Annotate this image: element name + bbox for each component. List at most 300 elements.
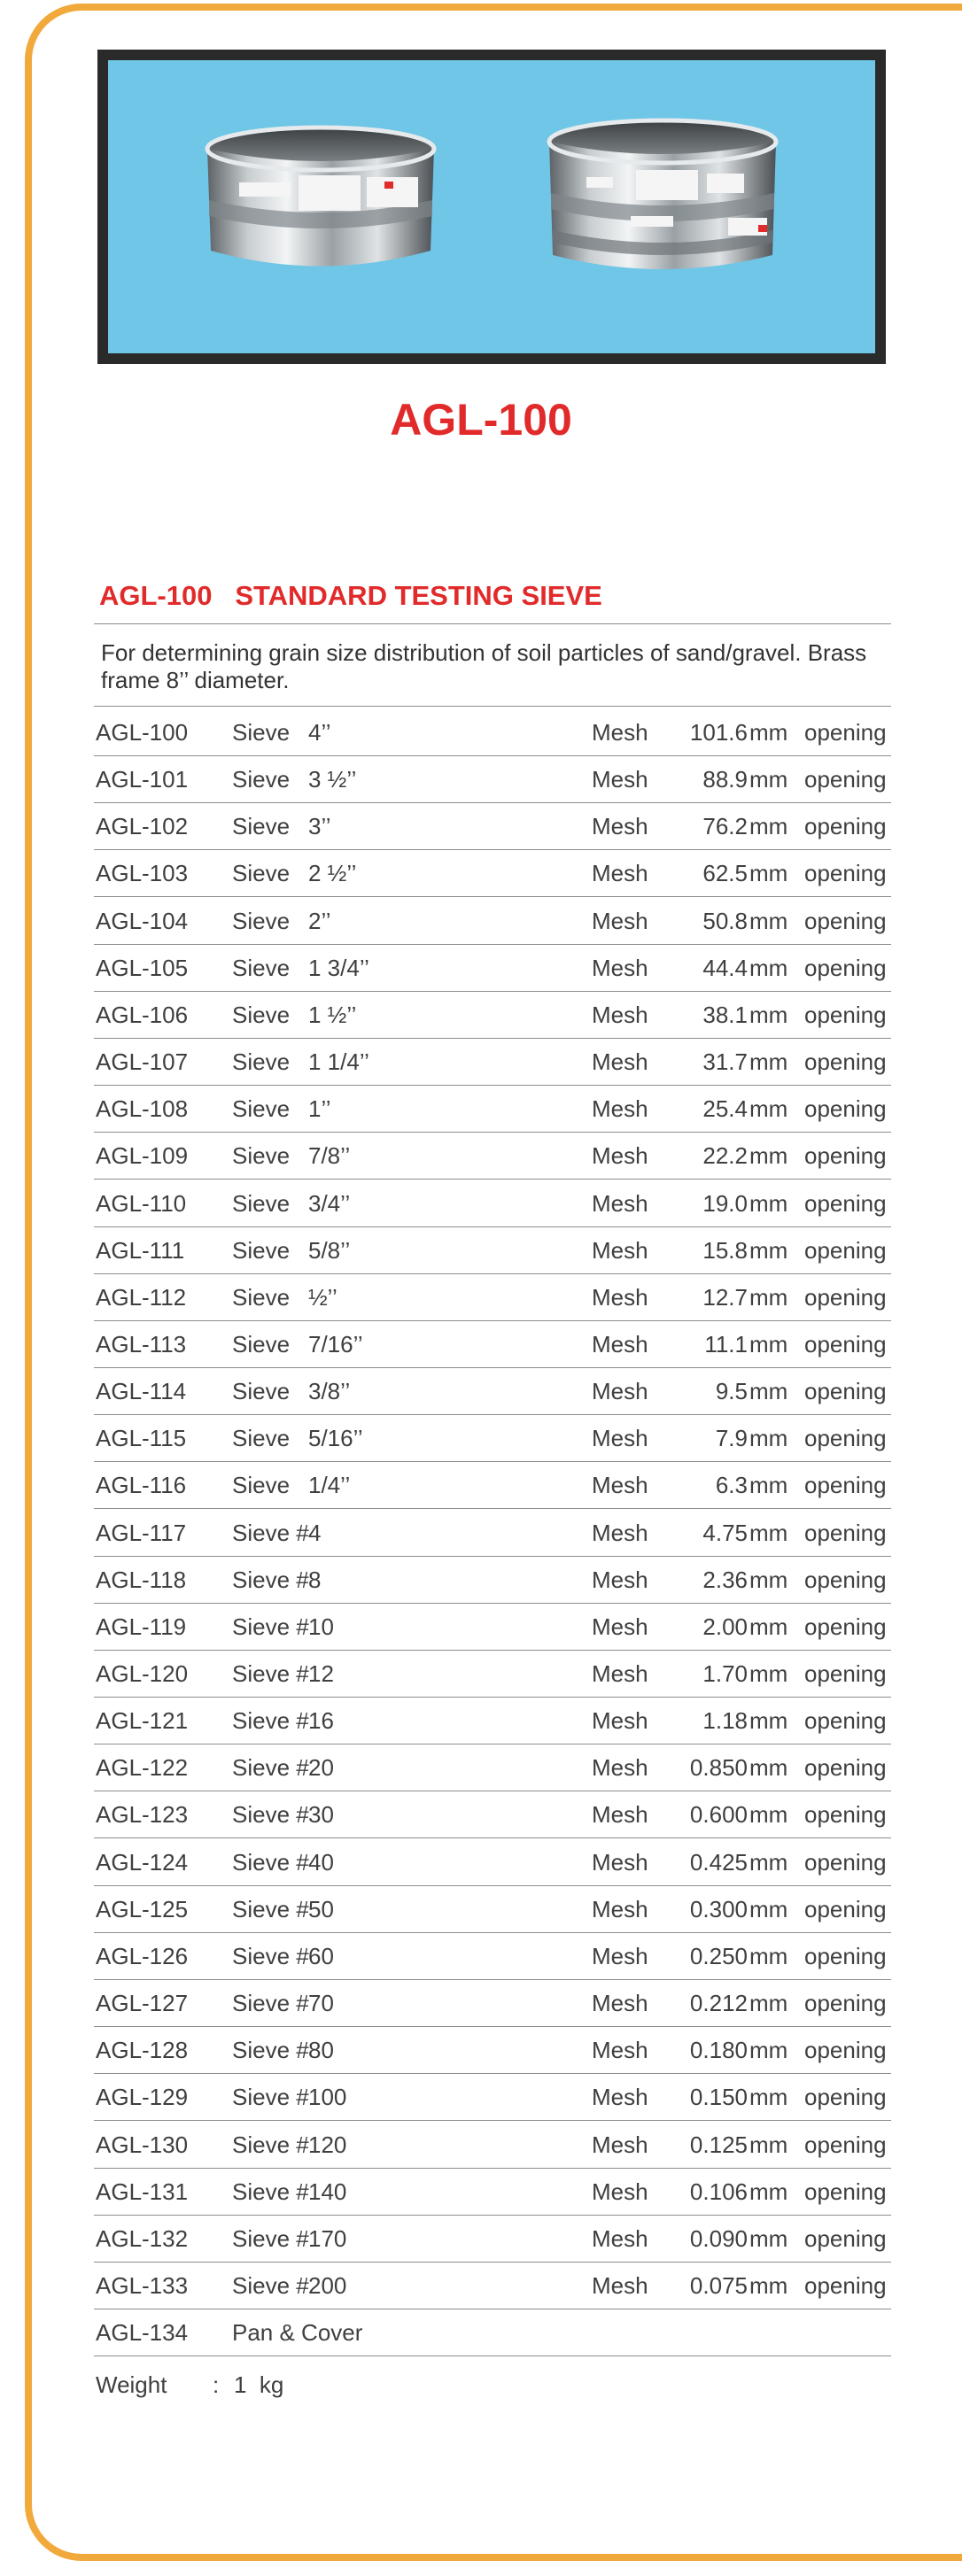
row-size: 3 ½’’ xyxy=(308,766,357,793)
row-code: AGL-127 xyxy=(96,1990,189,2016)
row-divider xyxy=(94,1461,891,1462)
row-divider xyxy=(94,944,891,945)
product-photo xyxy=(97,50,886,364)
row-unit: mm xyxy=(749,1660,788,1687)
row-opening-label: opening xyxy=(804,2131,887,2158)
row-code: AGL-112 xyxy=(96,1284,187,1311)
row-unit: mm xyxy=(749,1095,788,1122)
row-opening-label: opening xyxy=(804,1707,887,1734)
row-sieve-label: Sieve # xyxy=(232,2272,309,2299)
row-divider xyxy=(94,1603,891,1604)
row-mm-value: 9.5 xyxy=(715,1378,748,1404)
row-opening-label: opening xyxy=(804,1754,887,1781)
row-mesh-label: Mesh xyxy=(592,1660,648,1687)
row-mesh-label: Mesh xyxy=(592,1896,648,1922)
row-mesh-label: Mesh xyxy=(592,1566,648,1593)
row-mesh-label: Mesh xyxy=(592,1331,648,1358)
row-opening-label: opening xyxy=(804,908,887,934)
row-opening-label: opening xyxy=(804,1284,887,1311)
table-row xyxy=(0,1002,962,1028)
row-code: AGL-123 xyxy=(96,1801,189,1828)
row-mesh-label: Mesh xyxy=(592,908,648,934)
row-mm-value: 101.6 xyxy=(689,719,748,746)
row-sieve-label: Sieve # xyxy=(232,1520,309,1546)
table-row xyxy=(0,1237,962,1264)
row-unit: mm xyxy=(749,1331,788,1358)
row-unit: mm xyxy=(749,1472,788,1498)
row-mm-value: 0.600 xyxy=(689,1801,748,1828)
row-sieve-label: Sieve xyxy=(232,813,291,839)
row-unit: mm xyxy=(749,860,788,886)
row-sieve-label: Sieve xyxy=(232,766,291,793)
row-opening-label: opening xyxy=(804,1190,887,1217)
row-size: 7/16’’ xyxy=(308,1331,363,1358)
row-mesh-label: Mesh xyxy=(592,1801,648,1828)
row-mm-value: 76.2 xyxy=(702,813,748,839)
row-code: AGL-111 xyxy=(96,1237,185,1264)
row-opening-label: opening xyxy=(804,1237,887,1264)
table-row xyxy=(0,1284,962,1311)
row-divider xyxy=(94,2168,891,2169)
row-code: AGL-124 xyxy=(96,1849,189,1876)
table-row xyxy=(0,1943,962,1969)
table-row xyxy=(0,1331,962,1358)
row-opening-label: opening xyxy=(804,1142,887,1169)
row-unit: mm xyxy=(749,1801,788,1828)
row-unit: mm xyxy=(749,1990,788,2016)
row-divider xyxy=(94,1556,891,1557)
row-sieve-label: Sieve # xyxy=(232,1990,309,2016)
row-size: 60 xyxy=(308,1943,334,1969)
table-row xyxy=(0,2319,962,2346)
row-sieve-label: Sieve xyxy=(232,1472,291,1498)
row-mesh-label: Mesh xyxy=(592,719,648,746)
row-unit: mm xyxy=(749,2272,788,2299)
row-code: AGL-129 xyxy=(96,2084,189,2110)
row-size: 2’’ xyxy=(308,908,331,934)
row-opening-label: opening xyxy=(804,2037,887,2063)
row-mm-value: 22.2 xyxy=(702,1142,748,1169)
row-opening-label: opening xyxy=(804,2225,887,2252)
row-code: AGL-125 xyxy=(96,1896,189,1922)
section-divider xyxy=(94,623,891,624)
row-divider xyxy=(94,2026,891,2027)
row-opening-label: opening xyxy=(804,1472,887,1498)
table-row xyxy=(0,2084,962,2110)
row-sieve-label: Sieve # xyxy=(232,1849,309,1876)
table-row xyxy=(0,1613,962,1640)
row-unit: mm xyxy=(749,2131,788,2158)
row-unit: mm xyxy=(749,1425,788,1451)
table-row xyxy=(0,1142,962,1169)
row-opening-label: opening xyxy=(804,955,887,981)
row-unit: mm xyxy=(749,1190,788,1217)
row-mesh-label: Mesh xyxy=(592,1707,648,1734)
row-sieve-label: Sieve # xyxy=(232,2178,309,2205)
row-mesh-label: Mesh xyxy=(592,2225,648,2252)
row-mm-value: 0.090 xyxy=(689,2225,748,2252)
row-divider xyxy=(94,1132,891,1133)
row-mesh-label: Mesh xyxy=(592,1990,648,2016)
row-unit: mm xyxy=(749,1566,788,1593)
row-opening-label: opening xyxy=(804,1425,887,1451)
row-opening-label: opening xyxy=(804,813,887,839)
row-unit: mm xyxy=(749,1378,788,1404)
row-mm-value: 2.00 xyxy=(702,1613,748,1640)
row-mesh-label: Mesh xyxy=(592,1378,648,1404)
row-size: 80 xyxy=(308,2037,334,2063)
row-opening-label: opening xyxy=(804,2178,887,2205)
sieves-illustration xyxy=(108,60,875,353)
weight-value: 1 kg xyxy=(234,2371,284,2398)
weight-separator: : xyxy=(213,2371,220,2398)
row-sieve-label: Sieve # xyxy=(232,1896,309,1922)
row-mm-value: 19.0 xyxy=(702,1190,748,1217)
row-sieve-label: Sieve xyxy=(232,1331,291,1358)
row-mm-value: 25.4 xyxy=(702,1095,748,1122)
table-row xyxy=(0,2037,962,2063)
row-sieve-label: Sieve xyxy=(232,1378,291,1404)
row-unit: mm xyxy=(749,955,788,981)
row-code: AGL-134 xyxy=(96,2319,189,2346)
row-mesh-label: Mesh xyxy=(592,1284,648,1311)
row-divider xyxy=(94,1414,891,1415)
row-size: 200 xyxy=(308,2272,347,2299)
row-mesh-label: Mesh xyxy=(592,813,648,839)
row-mesh-label: Mesh xyxy=(592,1472,648,1498)
row-code: AGL-108 xyxy=(96,1095,189,1122)
row-divider xyxy=(94,2262,891,2263)
table-row xyxy=(0,1896,962,1922)
row-unit: mm xyxy=(749,719,788,746)
row-size: 8 xyxy=(308,1566,322,1593)
row-opening-label: opening xyxy=(804,1943,887,1969)
row-mm-value: 0.212 xyxy=(689,1990,748,2016)
row-code: AGL-104 xyxy=(96,908,189,934)
row-mesh-label: Mesh xyxy=(592,1095,648,1122)
row-size: 3’’ xyxy=(308,813,331,839)
left-sieve xyxy=(207,128,434,267)
row-mesh-label: Mesh xyxy=(592,1849,648,1876)
row-code: AGL-103 xyxy=(96,860,189,886)
row-opening-label: opening xyxy=(804,1990,887,2016)
row-mm-value: 62.5 xyxy=(702,860,748,886)
row-sieve-label: Sieve xyxy=(232,1190,291,1217)
row-sieve-label: Sieve # xyxy=(232,1801,309,1828)
row-sieve-label: Sieve # xyxy=(232,1754,309,1781)
row-mm-value: 88.9 xyxy=(702,766,748,793)
row-opening-label: opening xyxy=(804,1613,887,1640)
row-sieve-label: Sieve xyxy=(232,1048,291,1075)
row-opening-label: opening xyxy=(804,1660,887,1687)
row-mm-value: 0.850 xyxy=(689,1754,748,1781)
product-description: For determining grain size distribution of soil particles of sand/gravel. Brass frame 8’’ diameter. xyxy=(101,639,867,693)
row-sieve-label: Sieve xyxy=(232,1142,291,1169)
table-row xyxy=(0,1095,962,1122)
row-sieve-label: Sieve # xyxy=(232,1707,309,1734)
row-mm-value: 1.70 xyxy=(702,1660,748,1687)
row-size: 2 ½’’ xyxy=(308,860,357,886)
row-mm-value: 2.36 xyxy=(702,1566,748,1593)
row-code: AGL-116 xyxy=(96,1472,187,1498)
row-size: 4 xyxy=(308,1520,322,1546)
row-unit: mm xyxy=(749,2084,788,2110)
row-code: AGL-102 xyxy=(96,813,189,839)
row-code: AGL-126 xyxy=(96,1943,189,1969)
row-mm-value: 31.7 xyxy=(702,1048,748,1075)
row-sieve-label: Pan & Cover xyxy=(232,2319,363,2346)
row-size: 1’’ xyxy=(308,1095,331,1122)
row-sieve-label: Sieve xyxy=(232,955,291,981)
row-unit: mm xyxy=(749,1707,788,1734)
table-row xyxy=(0,860,962,886)
row-code: AGL-133 xyxy=(96,2272,189,2299)
row-divider xyxy=(94,849,891,850)
row-code: AGL-120 xyxy=(96,1660,189,1687)
row-divider xyxy=(94,1837,891,1838)
row-size: 7/8’’ xyxy=(308,1142,351,1169)
table-row xyxy=(0,2178,962,2205)
row-unit: mm xyxy=(749,1048,788,1075)
row-divider xyxy=(94,991,891,992)
row-size: 10 xyxy=(308,1613,334,1640)
row-size: 3/4’’ xyxy=(308,1190,351,1217)
photo-background xyxy=(108,60,875,353)
row-sieve-label: Sieve # xyxy=(232,1660,309,1687)
row-divider xyxy=(94,2215,891,2216)
row-size: 3/8’’ xyxy=(308,1378,351,1404)
row-divider xyxy=(94,802,891,803)
row-code: AGL-110 xyxy=(96,1190,187,1217)
row-divider xyxy=(94,1508,891,1509)
row-divider xyxy=(94,755,891,756)
row-divider xyxy=(94,1885,891,1886)
row-sieve-label: Sieve xyxy=(232,860,291,886)
row-divider xyxy=(94,1179,891,1180)
row-unit: mm xyxy=(749,1284,788,1311)
table-row xyxy=(0,813,962,839)
row-divider xyxy=(94,1038,891,1039)
row-mesh-label: Mesh xyxy=(592,2084,648,2110)
row-mm-value: 50.8 xyxy=(702,908,748,934)
row-sieve-label: Sieve # xyxy=(232,2037,309,2063)
row-code: AGL-107 xyxy=(96,1048,189,1075)
table-row xyxy=(0,1425,962,1451)
row-code: AGL-113 xyxy=(96,1331,187,1358)
row-mm-value: 0.075 xyxy=(689,2272,748,2299)
row-opening-label: opening xyxy=(804,1896,887,1922)
row-mesh-label: Mesh xyxy=(592,860,648,886)
table-row xyxy=(0,2272,962,2299)
row-code: AGL-100 xyxy=(96,719,189,746)
row-divider xyxy=(94,1367,891,1368)
row-mesh-label: Mesh xyxy=(592,2131,648,2158)
row-mesh-label: Mesh xyxy=(592,955,648,981)
row-code: AGL-106 xyxy=(96,1002,189,1028)
row-sieve-label: Sieve xyxy=(232,1095,291,1122)
row-mesh-label: Mesh xyxy=(592,1425,648,1451)
page-border xyxy=(25,4,962,2561)
row-mesh-label: Mesh xyxy=(592,1142,648,1169)
row-divider xyxy=(94,1226,891,1227)
row-opening-label: opening xyxy=(804,1002,887,1028)
row-unit: mm xyxy=(749,2037,788,2063)
row-mesh-label: Mesh xyxy=(592,2178,648,2205)
row-divider xyxy=(94,1085,891,1086)
row-unit: mm xyxy=(749,766,788,793)
row-opening-label: opening xyxy=(804,1849,887,1876)
row-size: 30 xyxy=(308,1801,334,1828)
table-row xyxy=(0,719,962,746)
row-divider xyxy=(94,1320,891,1321)
row-sieve-label: Sieve xyxy=(232,1237,291,1264)
row-mesh-label: Mesh xyxy=(592,766,648,793)
row-code: AGL-132 xyxy=(96,2225,189,2252)
row-mesh-label: Mesh xyxy=(592,2272,648,2299)
right-sieve xyxy=(549,120,776,269)
row-unit: mm xyxy=(749,813,788,839)
table-row xyxy=(0,766,962,793)
row-unit: mm xyxy=(749,1849,788,1876)
row-size: 20 xyxy=(308,1754,334,1781)
table-row xyxy=(0,1190,962,1217)
table-row xyxy=(0,1707,962,1734)
row-mm-value: 4.75 xyxy=(702,1520,748,1546)
row-mm-value: 0.425 xyxy=(689,1849,748,1876)
table-row xyxy=(0,1801,962,1828)
row-size: 170 xyxy=(308,2225,347,2252)
row-mesh-label: Mesh xyxy=(592,1190,648,1217)
row-code: AGL-101 xyxy=(96,766,189,793)
row-mm-value: 0.125 xyxy=(689,2131,748,2158)
row-code: AGL-115 xyxy=(96,1425,187,1451)
row-divider xyxy=(94,1979,891,1980)
table-row xyxy=(0,1660,962,1687)
row-mm-value: 44.4 xyxy=(702,955,748,981)
row-sieve-label: Sieve xyxy=(232,1284,291,1311)
row-code: AGL-105 xyxy=(96,955,189,981)
row-size: 1 1/4’’ xyxy=(308,1048,369,1075)
row-unit: mm xyxy=(749,1520,788,1546)
row-opening-label: opening xyxy=(804,1801,887,1828)
row-mm-value: 0.150 xyxy=(689,2084,748,2110)
row-size: 16 xyxy=(308,1707,334,1734)
row-opening-label: opening xyxy=(804,2084,887,2110)
row-mm-value: 0.180 xyxy=(689,2037,748,2063)
row-mesh-label: Mesh xyxy=(592,1048,648,1075)
row-opening-label: opening xyxy=(804,1048,887,1075)
row-unit: mm xyxy=(749,1896,788,1922)
table-row xyxy=(0,1378,962,1404)
row-opening-label: opening xyxy=(804,860,887,886)
row-unit: mm xyxy=(749,908,788,934)
row-divider xyxy=(94,896,891,897)
table-row xyxy=(0,1048,962,1075)
row-mesh-label: Mesh xyxy=(592,1943,648,1969)
row-opening-label: opening xyxy=(804,1331,887,1358)
table-row xyxy=(0,1520,962,1546)
row-code: AGL-122 xyxy=(96,1754,189,1781)
row-size: 5/16’’ xyxy=(308,1425,363,1451)
row-sieve-label: Sieve xyxy=(232,719,291,746)
row-sieve-label: Sieve xyxy=(232,1002,291,1028)
row-unit: mm xyxy=(749,2225,788,2252)
table-row xyxy=(0,1849,962,1876)
row-mesh-label: Mesh xyxy=(592,2037,648,2063)
weight-label: Weight xyxy=(96,2371,167,2398)
row-size: 100 xyxy=(308,2084,347,2110)
row-unit: mm xyxy=(749,1142,788,1169)
row-code: AGL-128 xyxy=(96,2037,189,2063)
table-row xyxy=(0,1754,962,1781)
table-row xyxy=(0,908,962,934)
row-size: ½’’ xyxy=(308,1284,337,1311)
row-opening-label: opening xyxy=(804,1566,887,1593)
table-row xyxy=(0,1472,962,1498)
row-size: 120 xyxy=(308,2131,347,2158)
row-sieve-label: Sieve # xyxy=(232,2131,309,2158)
row-code: AGL-130 xyxy=(96,2131,189,2158)
section-title: AGL-100 STANDARD TESTING SIEVE xyxy=(99,580,602,611)
row-sieve-label: Sieve xyxy=(232,908,291,934)
row-unit: mm xyxy=(749,1754,788,1781)
row-opening-label: opening xyxy=(804,1095,887,1122)
row-divider xyxy=(94,1697,891,1698)
row-mm-value: 7.9 xyxy=(715,1425,748,1451)
row-mm-value: 38.1 xyxy=(702,1002,748,1028)
row-unit: mm xyxy=(749,1002,788,1028)
row-opening-label: opening xyxy=(804,766,887,793)
row-mesh-label: Mesh xyxy=(592,1613,648,1640)
row-mesh-label: Mesh xyxy=(592,1754,648,1781)
row-unit: mm xyxy=(749,2178,788,2205)
row-mesh-label: Mesh xyxy=(592,1002,648,1028)
row-sieve-label: Sieve # xyxy=(232,2084,309,2110)
row-mm-value: 11.1 xyxy=(704,1331,748,1358)
table-row xyxy=(0,2225,962,2252)
table-row xyxy=(0,955,962,981)
row-divider xyxy=(94,2073,891,2074)
weight-line xyxy=(96,2371,284,2481)
row-code: AGL-114 xyxy=(96,1378,187,1404)
row-sieve-label: Sieve # xyxy=(232,1943,309,1969)
row-sieve-label: Sieve xyxy=(232,1425,291,1451)
row-unit: mm xyxy=(749,1613,788,1640)
row-size: 1 ½’’ xyxy=(308,1002,357,1028)
row-divider xyxy=(94,2120,891,2121)
row-divider xyxy=(94,1273,891,1274)
row-code: AGL-117 xyxy=(96,1520,187,1546)
row-opening-label: opening xyxy=(804,2272,887,2299)
row-sieve-label: Sieve # xyxy=(232,2225,309,2252)
row-size: 5/8’’ xyxy=(308,1237,351,1264)
row-unit: mm xyxy=(749,1943,788,1969)
row-code: AGL-119 xyxy=(96,1613,187,1640)
row-code: AGL-121 xyxy=(96,1707,189,1734)
row-opening-label: opening xyxy=(804,1378,887,1404)
row-mesh-label: Mesh xyxy=(592,1520,648,1546)
row-divider xyxy=(94,1650,891,1651)
row-size: 1 3/4’’ xyxy=(308,955,369,981)
row-code: AGL-131 xyxy=(96,2178,189,2205)
model-title: AGL-100 xyxy=(390,395,572,445)
row-mesh-label: Mesh xyxy=(592,1237,648,1264)
table-row xyxy=(0,2131,962,2158)
table-row xyxy=(0,1566,962,1593)
row-mm-value: 12.7 xyxy=(702,1284,748,1311)
row-mm-value: 1.18 xyxy=(702,1707,748,1734)
row-size: 1/4’’ xyxy=(308,1472,351,1498)
